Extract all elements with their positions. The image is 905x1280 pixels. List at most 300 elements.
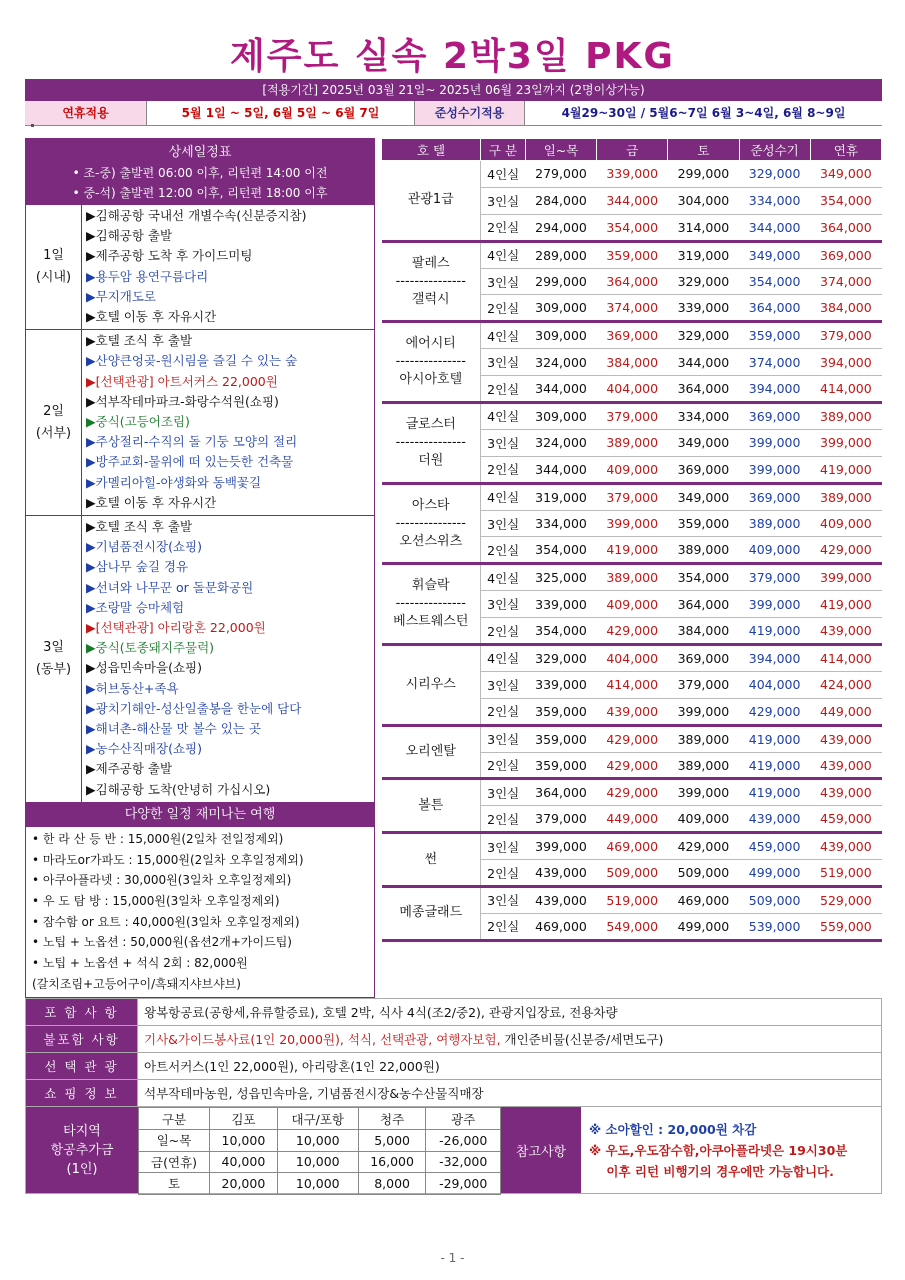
hotel-name: 썬 [382,833,481,887]
price-cell: 419,000 [597,537,668,564]
price-cell: 419,000 [810,456,881,483]
price-cell: 3인실 [481,887,526,914]
price-cell: 429,000 [810,537,881,564]
surcharge-cell: 10,000 [277,1173,358,1195]
price-cell: 364,000 [810,214,881,241]
price-cell: 469,000 [597,833,668,860]
flight-rule-1: • 조-중) 출발편 06:00 이후, 리턴편 14:00 이전 [72,166,328,180]
price-cell: 399,000 [810,564,881,591]
itinerary-item: ▶광치기해안-성산일출봉을 한눈에 담다 [86,700,302,716]
price-header-cell: 금 [597,139,668,161]
price-cell: 344,000 [525,456,596,483]
price-cell: 509,000 [597,860,668,887]
peak-season-label: 준성수기적용 [415,101,525,125]
day-label: 3일 (동부) [26,516,82,802]
price-cell: 359,000 [525,698,596,725]
schedule-panel [25,138,375,998]
options-heading: 다양한 일정 재미나는 여행 [25,803,375,827]
surcharge-cell: 금(연휴) [139,1151,210,1173]
surcharge-header-cell: 김포 [210,1108,278,1130]
price-cell: 304,000 [668,187,739,214]
price-cell: 3인실 [481,349,526,376]
itinerary-item: ▶김해공항 국내선 개별수속(신분증지참) [86,208,307,223]
price-cell: 439,000 [810,779,881,806]
hotel-name: 메종글래드 [382,887,481,941]
price-cell: 349,000 [810,161,881,188]
option-item: (갈치조림+고등어구이/흑돼지샤브샤브) [32,976,241,991]
itinerary-item: ▶해녀촌-해산물 맛 볼수 있는 곳 [86,721,261,737]
hotel-name: 에어시티 --------------- 아시아호텔 [382,322,481,403]
price-cell: 509,000 [739,887,810,914]
day-items [82,330,374,515]
surcharge-row [139,1173,501,1195]
price-cell: 439,000 [525,860,596,887]
price-cell: 439,000 [810,752,881,779]
itinerary-item: ▶호텔 이동 후 자유시간 [86,309,217,325]
price-cell: 439,000 [525,887,596,914]
price-cell: 369,000 [597,322,668,349]
price-cell: 394,000 [739,376,810,403]
price-header-row [382,139,882,161]
divider-dot [31,124,34,127]
price-row [382,161,882,188]
price-cell: 469,000 [668,887,739,914]
info-label: 포 함 사 항 [26,999,138,1026]
price-cell: 2인실 [481,214,526,241]
price-cell: 334,000 [525,510,596,537]
price-cell: 2인실 [481,752,526,779]
itinerary-item: ▶제주공항 출발 [86,761,173,777]
price-row [382,564,882,591]
surcharge-cell: -26,000 [426,1130,501,1152]
price-cell: 4인실 [481,241,526,268]
price-cell: 4인실 [481,645,526,672]
price-cell: 344,000 [525,376,596,403]
udo-note-1: ※ 우도,우도잠수함,아쿠아플라넷은 19시30분 [589,1143,848,1158]
price-cell: 399,000 [597,510,668,537]
surcharge-table [138,1107,501,1195]
itinerary-item: ▶기념품전시장(쇼핑) [86,539,202,555]
price-cell: 3인실 [481,671,526,698]
price-cell: 3인실 [481,187,526,214]
itinerary-item: ▶호텔 이동 후 자유시간 [86,494,217,510]
price-cell: 409,000 [668,806,739,833]
hotel-name: 휘슬락 --------------- 베스트웨스턴 [382,564,481,645]
price-cell: 334,000 [739,187,810,214]
price-cell: 314,000 [668,214,739,241]
info-value: 기사&가이드봉사료(1인 20,000원), 석식, 선택관광, 여행자보험, 개인준비물(신분증/세면도구) [138,1026,882,1053]
hotel-name: 시리우스 [382,645,481,726]
price-row [382,483,882,510]
price-cell: 519,000 [810,860,881,887]
info-label: 선 택 관 광 [26,1053,138,1080]
price-row [382,779,882,806]
price-cell: 4인실 [481,483,526,510]
itinerary-item: ▶주상절리-수직의 돌 기둥 모양의 절리 [86,434,298,450]
price-cell: 289,000 [525,241,596,268]
itinerary-item: ▶선녀와 나무꾼 or 돌문화공원 [86,579,254,595]
info-value: 왕복항공료(공항세,유류할증료), 호텔 2박, 식사 4식(조2/중2), 관광지입장료, 전용차량 [138,999,882,1026]
price-cell: 364,000 [525,779,596,806]
price-cell: 354,000 [525,618,596,645]
price-cell: 429,000 [597,618,668,645]
price-cell: 4인실 [481,161,526,188]
price-cell: 3인실 [481,429,526,456]
price-cell: 309,000 [525,295,596,322]
price-cell: 449,000 [810,698,881,725]
price-cell: 4인실 [481,564,526,591]
info-row [26,1053,882,1080]
surcharge-cell: 5,000 [358,1130,426,1152]
price-cell: 459,000 [739,833,810,860]
price-cell: 4인실 [481,403,526,430]
price-cell: 399,000 [525,833,596,860]
price-cell: 354,000 [597,214,668,241]
price-cell: 379,000 [668,671,739,698]
price-cell: 389,000 [597,429,668,456]
price-cell: 2인실 [481,618,526,645]
price-cell: 359,000 [525,725,596,752]
price-cell: 459,000 [810,806,881,833]
surcharge-row [139,1130,501,1152]
option-item: • 잠수함 or 요트 : 40,000원(3일차 오후일정제외) [32,914,300,929]
price-cell: 404,000 [739,671,810,698]
surcharge-cell: 토 [139,1173,210,1195]
price-cell: 309,000 [525,322,596,349]
price-cell: 2인실 [481,698,526,725]
price-cell: 404,000 [597,645,668,672]
price-cell: 379,000 [739,564,810,591]
price-cell: 499,000 [668,913,739,940]
day-label: 1일 (시내) [26,205,82,329]
surcharge-header-cell: 대구/포항 [277,1108,358,1130]
price-cell: 499,000 [739,860,810,887]
hotel-name: 오리엔탈 [382,725,481,779]
surcharge-cell: 10,000 [277,1151,358,1173]
price-cell: 439,000 [597,698,668,725]
price-cell: 364,000 [668,591,739,618]
holiday-dates: 5월 1일 ~ 5일, 6월 5일 ~ 6월 7일 [147,101,415,125]
price-cell: 339,000 [597,161,668,188]
price-cell: 519,000 [597,887,668,914]
price-cell: 409,000 [597,591,668,618]
option-item: • 우 도 탐 방 : 15,000원(3일차 오후일정제외) [32,894,280,908]
price-cell: 2인실 [481,376,526,403]
price-cell: 329,000 [739,161,810,188]
price-header-cell: 준성수기 [739,139,810,161]
day-1 [25,205,375,330]
itinerary-item: ▶석부작테마파크-화랑수석원(쇼핑) [86,393,279,409]
info-row [26,1080,882,1107]
option-item: • 노팁 + 노옵션 + 석식 2회 : 82,000원 [32,956,248,971]
price-cell: 3인실 [481,779,526,806]
price-cell: 379,000 [810,322,881,349]
price-cell: 429,000 [597,725,668,752]
surcharge-cell: 일~목 [139,1130,210,1152]
surcharge-cell: 10,000 [277,1130,358,1152]
price-cell: 3인실 [481,833,526,860]
info-row [26,999,882,1026]
price-cell: 399,000 [810,429,881,456]
day-items [82,516,374,802]
price-cell: 439,000 [810,833,881,860]
price-cell: 419,000 [739,779,810,806]
flight-rule-2: • 중-석) 출발편 12:00 이후, 리턴편 18:00 이후 [72,186,328,200]
price-cell: 384,000 [668,618,739,645]
price-cell: 329,000 [525,645,596,672]
price-cell: 3인실 [481,510,526,537]
itinerary-item: ▶호텔 조식 후 출발 [86,333,193,349]
price-cell: 279,000 [525,161,596,188]
holiday-label: 연휴적용 [25,101,147,125]
price-row [382,322,882,349]
price-row [382,725,882,752]
price-cell: 439,000 [810,618,881,645]
price-cell: 394,000 [739,645,810,672]
price-cell: 389,000 [810,403,881,430]
surcharge-cell: -32,000 [426,1151,501,1173]
price-cell: 364,000 [739,295,810,322]
price-header-cell: 호 텔 [382,139,481,161]
schedule-heading: 상세일정표 [168,145,232,160]
price-cell: 2인실 [481,806,526,833]
price-cell: 2인실 [481,537,526,564]
price-cell: 354,000 [810,187,881,214]
price-cell: 424,000 [810,671,881,698]
price-cell: 419,000 [739,618,810,645]
schedule-header [25,138,375,205]
hotel-name: 관광1급 [382,161,481,242]
hotel-name: 볼튼 [382,779,481,833]
price-row [382,833,882,860]
price-cell: 439,000 [810,725,881,752]
itinerary-item: ▶김해공항 출발 [86,228,173,244]
price-cell: 3인실 [481,268,526,295]
price-cell: 2인실 [481,295,526,322]
price-row [382,241,882,268]
price-cell: 354,000 [525,537,596,564]
price-cell: 325,000 [525,564,596,591]
surcharge-header-cell: 구분 [139,1108,210,1130]
info-value: 아트서커스(1인 22,000원), 아리랑혼(1인 22,000원) [138,1053,882,1080]
price-cell: 399,000 [739,456,810,483]
itinerary-item: ▶[선택관광] 아트서커스 22,000원 [86,373,278,389]
itinerary-item: ▶호텔 조식 후 출발 [86,519,193,535]
price-cell: 379,000 [597,403,668,430]
price-cell: 2인실 [481,860,526,887]
reference-notes [581,1107,881,1193]
validity-period: [적용기간] 2025년 03월 21일~ 2025년 06월 23일까지 (2명이상가능) [25,79,882,101]
info-value-highlight: 기사&가이드봉사료(1인 20,000원), 석식, 선택관광, 여행자보험, [144,1032,501,1047]
price-cell: 359,000 [739,322,810,349]
surcharge-header-cell: 광주 [426,1108,501,1130]
price-cell: 419,000 [810,591,881,618]
price-cell: 389,000 [810,483,881,510]
price-cell: 429,000 [739,698,810,725]
itinerary-item: ▶조랑말 승마체험 [86,599,185,615]
price-cell: 369,000 [739,403,810,430]
itinerary-item: ▶중식(토종돼지주물럭) [86,640,215,656]
price-cell: 449,000 [597,806,668,833]
price-cell: 344,000 [597,187,668,214]
price-cell: 409,000 [739,537,810,564]
price-cell: 349,000 [668,429,739,456]
itinerary-item: ▶성읍민속마을(쇼핑) [86,660,202,676]
price-cell: 384,000 [810,295,881,322]
itinerary-item: ▶용두암 용연구름다리 [86,268,209,284]
holiday-bar [25,101,882,126]
option-item: • 한 라 산 등 반 : 15,000원(2일차 전일정제외) [32,831,284,846]
info-table [25,998,882,1107]
option-item: • 노팁 + 노옵션 : 50,000원(옵션2개+가이드팁) [32,935,292,950]
itinerary-item: ▶김해공항 도착(안녕히 가십시오) [86,781,271,797]
price-cell: 3인실 [481,591,526,618]
itinerary-item: ▶제주공항 도착 후 가이드미팅 [86,248,253,264]
itinerary-item: ▶삼나무 숲길 경유 [86,559,189,575]
price-cell: 364,000 [668,376,739,403]
itinerary-item: ▶농수산직매장(쇼핑) [86,741,202,757]
itinerary-item: ▶허브동산+족욕 [86,680,179,696]
hotel-name: 아스타 --------------- 오션스위츠 [382,483,481,564]
price-cell: 389,000 [668,725,739,752]
price-cell: 549,000 [597,913,668,940]
price-cell: 2인실 [481,913,526,940]
info-label: 쇼 핑 정 보 [26,1080,138,1107]
price-cell: 329,000 [668,322,739,349]
price-cell: 284,000 [525,187,596,214]
price-cell: 399,000 [668,698,739,725]
price-cell: 2인실 [481,456,526,483]
surcharge-cell: 40,000 [210,1151,278,1173]
price-table [381,138,882,942]
hotel-name: 글로스터 --------------- 더원 [382,403,481,484]
surcharge-header-cell: 청주 [358,1108,426,1130]
surcharge-cell: 16,000 [358,1151,426,1173]
price-cell: 384,000 [597,349,668,376]
options-list [25,827,375,998]
itinerary-item: ▶카멜리아힐-야생화와 동백꽃길 [86,474,262,490]
option-item: • 마라도or가파도 : 15,000원(2일차 오후일정제외) [32,852,304,867]
surcharge-cell: 10,000 [210,1130,278,1152]
surcharge-cell: 20,000 [210,1173,278,1195]
surcharge-header-row [139,1108,501,1130]
surcharge-cell: -29,000 [426,1173,501,1195]
price-cell: 389,000 [668,752,739,779]
price-cell: 414,000 [597,671,668,698]
price-row [382,645,882,672]
price-cell: 409,000 [810,510,881,537]
price-cell: 369,000 [810,241,881,268]
price-cell: 539,000 [739,913,810,940]
price-cell: 349,000 [668,483,739,510]
price-cell: 439,000 [739,806,810,833]
itinerary-item: ▶중식(고등어조림) [86,414,190,430]
page-title: 제주도 실속 2박3일 PKG [230,36,675,77]
price-cell: 429,000 [668,833,739,860]
price-cell: 319,000 [668,241,739,268]
price-row [382,887,882,914]
price-cell: 364,000 [597,268,668,295]
price-cell: 374,000 [597,295,668,322]
price-cell: 354,000 [668,564,739,591]
option-item: • 아쿠아플라넷 : 30,000원(3일차 오후일정제외) [32,873,292,888]
price-cell: 359,000 [597,241,668,268]
udo-note-2: 이후 리턴 비행기의 경우에만 가능합니다. [589,1164,834,1179]
price-header-cell: 연휴 [810,139,881,161]
day-3 [25,516,375,803]
day-list [25,205,375,803]
day-items [82,205,374,329]
day-2 [25,330,375,516]
price-cell: 419,000 [739,752,810,779]
price-cell: 379,000 [525,806,596,833]
price-cell: 324,000 [525,429,596,456]
price-cell: 344,000 [739,214,810,241]
price-cell: 329,000 [668,268,739,295]
itinerary-item: ▶[선택관광] 아리랑혼 22,000원 [86,620,266,636]
price-cell: 359,000 [525,752,596,779]
price-cell: 374,000 [810,268,881,295]
price-cell: 354,000 [739,268,810,295]
price-cell: 339,000 [525,591,596,618]
price-cell: 379,000 [597,483,668,510]
price-cell: 469,000 [525,913,596,940]
surcharge-label: 타지역 항공추가금 (1인) [26,1107,138,1193]
price-cell: 294,000 [525,214,596,241]
airfare-surcharge [25,1106,882,1194]
price-cell: 399,000 [739,429,810,456]
price-cell: 414,000 [810,376,881,403]
surcharge-row [139,1151,501,1173]
price-cell: 404,000 [597,376,668,403]
price-cell: 374,000 [739,349,810,376]
price-cell: 394,000 [810,349,881,376]
info-row [26,1026,882,1053]
price-cell: 559,000 [810,913,881,940]
price-cell: 349,000 [739,241,810,268]
price-cell: 429,000 [597,779,668,806]
price-cell: 389,000 [597,564,668,591]
price-cell: 324,000 [525,349,596,376]
price-cell: 339,000 [525,671,596,698]
day-label: 2일 (서부) [26,330,82,515]
price-cell: 344,000 [668,349,739,376]
page-number: - 1 - [440,1251,465,1265]
price-cell: 389,000 [739,510,810,537]
price-cell: 419,000 [739,725,810,752]
info-label: 불포함 사항 [26,1026,138,1053]
peak-season-dates: 4월29~30일 / 5월6~7일 6월 3~4일, 6월 8~9일 [561,106,846,120]
price-cell: 399,000 [739,591,810,618]
price-cell: 389,000 [668,537,739,564]
price-cell: 339,000 [668,295,739,322]
price-header-cell: 일~목 [525,139,596,161]
itinerary-item: ▶방주교회-물위에 떠 있는듯한 건축물 [86,454,294,470]
hotel-name: 팔레스 --------------- 갤럭시 [382,241,481,322]
price-cell: 299,000 [668,161,739,188]
itinerary-item: ▶산양큰엉곶-원시림을 즐길 수 있는 숲 [86,353,298,369]
child-discount-note: ※ 소아할인 : 20,000원 차감 [589,1122,757,1137]
price-cell: 409,000 [597,456,668,483]
price-cell: 529,000 [810,887,881,914]
price-header-cell: 구 분 [481,139,526,161]
price-cell: 509,000 [668,860,739,887]
price-cell: 4인실 [481,322,526,349]
price-cell: 309,000 [525,403,596,430]
price-cell: 334,000 [668,403,739,430]
price-cell: 299,000 [525,268,596,295]
itinerary-item: ▶무지개도로 [86,288,156,304]
